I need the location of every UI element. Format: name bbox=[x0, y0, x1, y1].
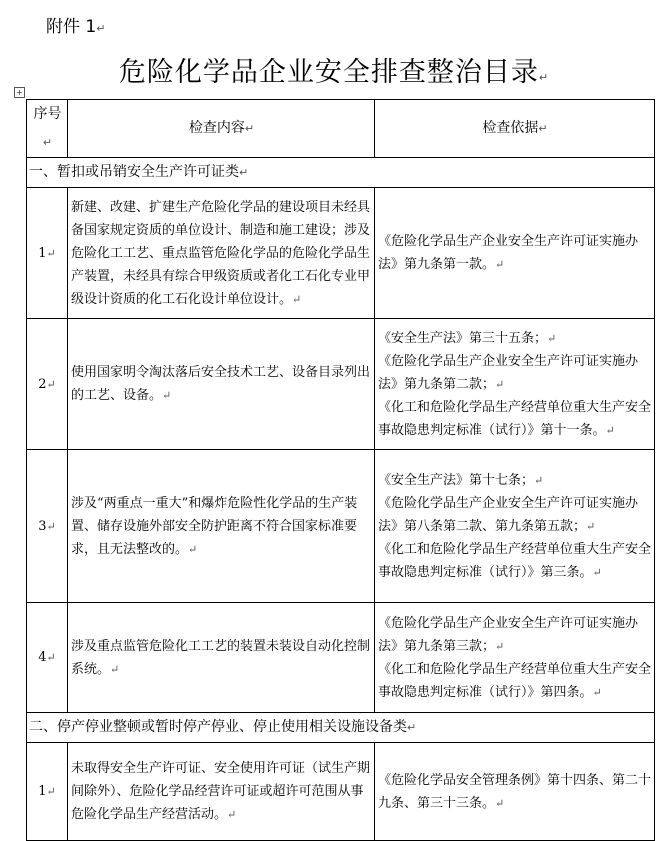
paragraph-mark: ↵ bbox=[534, 473, 544, 487]
cell-no bbox=[27, 450, 68, 603]
section-title-text: 一、暂扣或吊销安全生产许可证类 bbox=[29, 164, 239, 180]
cell-content bbox=[68, 603, 375, 713]
cell-content bbox=[68, 450, 375, 603]
paragraph-mark: ↵ bbox=[592, 685, 602, 699]
paragraph-mark: ↵ bbox=[227, 808, 237, 821]
basis-line bbox=[378, 769, 652, 815]
basis-text: 《危险化学品生产企业安全生产许可证实施办法》第九条第三款； bbox=[378, 615, 639, 654]
paragraph-mark: ↵ bbox=[495, 639, 505, 653]
paragraph-mark: ↵ bbox=[292, 292, 302, 306]
paragraph-mark: ↵ bbox=[46, 377, 56, 391]
basis-line bbox=[378, 230, 652, 276]
table-move-handle-icon[interactable]: + bbox=[14, 87, 25, 98]
paragraph-mark: ↵ bbox=[162, 389, 172, 402]
basis-text: 《化工和危险化学品生产经营单位重大生产安全事故隐患判定标准（试行）》第三条。 bbox=[378, 541, 652, 580]
paragraph-mark: ↵ bbox=[495, 377, 505, 391]
inspection-table bbox=[26, 99, 655, 841]
paragraph-mark: ↵ bbox=[46, 519, 56, 533]
row-number: 1 bbox=[38, 245, 47, 261]
content-text: 使用国家明令淘汰落后安全技术工艺、设备目录列出的工艺、设备。 bbox=[71, 365, 371, 403]
cell-basis bbox=[375, 450, 655, 603]
cell-basis bbox=[375, 188, 655, 319]
section-title-text: 二、停产停业整顿或暂时停产停业、停止使用相关设施设备类 bbox=[29, 719, 407, 735]
basis-line bbox=[378, 469, 652, 492]
basis-text: 《危险化学品生产企业安全生产许可证实施办法》第九条第一款。 bbox=[378, 234, 639, 272]
table-row bbox=[27, 603, 655, 713]
row-number: 4 bbox=[38, 650, 47, 665]
section-row bbox=[27, 158, 655, 188]
row-number: 2 bbox=[38, 376, 47, 392]
paragraph-mark: ↵ bbox=[495, 258, 505, 271]
content-text: 新建、改建、扩建生产危险化学品的建设项目未经具备国家规定资质的单位设计、制造和施工建设；涉及危险化工工艺、重点监管危险化学品的危险化学品生产装置，未经具有综合甲级资质或者化工石化专业甲级设计资质的化工石化设计单位设计。 bbox=[71, 199, 371, 307]
cell-no bbox=[27, 603, 68, 713]
paragraph-mark: ↵ bbox=[46, 246, 56, 260]
cell-no bbox=[27, 319, 68, 450]
content-text: 涉及重点监管危险化工工艺的装置未装设自动化控制系统。 bbox=[71, 638, 371, 677]
cell-basis bbox=[375, 603, 655, 713]
table-row bbox=[27, 319, 655, 450]
basis-line bbox=[378, 492, 652, 538]
basis-line bbox=[378, 327, 652, 350]
basis-line bbox=[378, 612, 652, 658]
basis-text: 《危险化学品安全管理条例》第十四条、第二十九条、第三十三条。 bbox=[378, 772, 652, 811]
section-row bbox=[27, 713, 655, 743]
cell-content bbox=[68, 319, 375, 450]
paragraph-mark: ↵ bbox=[110, 662, 120, 676]
header-no: 序号↵ bbox=[27, 100, 68, 158]
paragraph-mark: ↵ bbox=[188, 542, 198, 556]
table-row bbox=[27, 450, 655, 603]
basis-line bbox=[378, 658, 652, 704]
basis-text: 《危险化学品生产企业安全生产许可证实施办法》第九条第二款； bbox=[378, 353, 639, 392]
paragraph-mark: ↵ bbox=[239, 166, 249, 179]
paragraph-mark: ↵ bbox=[407, 721, 417, 734]
basis-text: 《化工和危险化学品生产经营单位重大生产安全事故隐患判定标准（试行）》第四条。 bbox=[378, 661, 652, 700]
content-text: 涉及“两重点一重大”和爆炸危险性化学品的生产装置、储存设施外部安全防护距离不符合国家标准要求，且无法整改的。 bbox=[71, 495, 358, 557]
content-text: 未取得安全生产许可证、安全使用许可证（试生产期间除外）、危险化学品经营许可证或超许可范围从事危险化学品生产经营活动。 bbox=[71, 761, 371, 822]
basis-text: 《化工和危险化学品生产经营单位重大生产安全事故隐患判定标准（试行）》第十一条。 bbox=[378, 399, 652, 438]
page-title: 危险化学品企业安全排查整治目录↵ bbox=[118, 57, 550, 88]
table-header-row bbox=[27, 100, 655, 158]
cell-no bbox=[27, 188, 68, 319]
cell-basis bbox=[375, 319, 655, 450]
paragraph-mark: ↵ bbox=[46, 651, 56, 664]
paragraph-mark: ↵ bbox=[592, 565, 602, 579]
paragraph-mark: ↵ bbox=[586, 519, 596, 533]
cell-content bbox=[68, 188, 375, 319]
paragraph-mark: ↵ bbox=[46, 785, 56, 798]
header-basis: 检查依据↵ bbox=[375, 100, 655, 158]
section-title bbox=[27, 713, 655, 743]
basis-text: 《安全生产法》第十七条； bbox=[378, 472, 535, 488]
basis-line bbox=[378, 538, 652, 584]
paragraph-mark: ↵ bbox=[495, 796, 505, 810]
header-content: 检查内容↵ bbox=[68, 100, 375, 158]
row-number: 1 bbox=[38, 784, 47, 799]
basis-line bbox=[378, 350, 652, 396]
paragraph-mark: ↵ bbox=[605, 423, 615, 437]
attachment-label: 附件 1↵ bbox=[46, 17, 106, 37]
row-number: 3 bbox=[38, 518, 47, 534]
paragraph-mark: ↵ bbox=[547, 331, 557, 345]
section-title bbox=[27, 158, 655, 188]
basis-line bbox=[378, 396, 652, 442]
basis-text: 《安全生产法》第三十五条； bbox=[378, 330, 548, 346]
table-row bbox=[27, 188, 655, 319]
basis-text: 《危险化学品生产企业安全生产许可证实施办法》第八条第二款、第九条第五款； bbox=[378, 495, 639, 534]
